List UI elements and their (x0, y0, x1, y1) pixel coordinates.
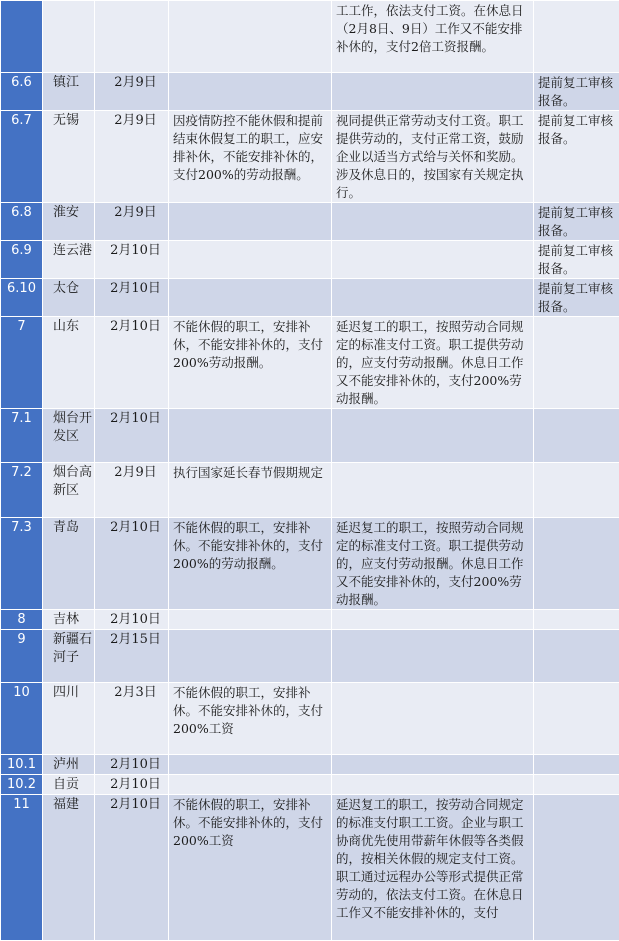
unused-leave-policy-cell (169, 203, 332, 241)
delayed-return-wage-cell (332, 241, 534, 279)
remark-cell (534, 610, 619, 630)
unused-leave-policy-cell (169, 409, 332, 463)
table-row (1, 73, 619, 111)
date-cell: 2月10日 (95, 409, 169, 463)
delayed-return-wage-cell (332, 775, 534, 795)
unused-leave-policy-cell: 不能休假的职工，安排补休。不能安排补休的，支付200%工资 (169, 795, 332, 941)
table-row (1, 279, 619, 317)
table-row (1, 775, 619, 795)
remark-cell (534, 683, 619, 755)
row-number: 7.1 (1, 409, 43, 463)
date-cell: 2月10日 (95, 518, 169, 610)
unused-leave-policy-cell: 因疫情防控不能休假和提前结束休假复工的职工，应安排补休，不能安排补休的，支付200%的劳动报酬。 (169, 111, 332, 203)
table-row (1, 203, 619, 241)
delayed-return-wage-cell (332, 409, 534, 463)
row-number: 10.2 (1, 775, 43, 795)
delayed-return-wage-cell (332, 463, 534, 518)
remark-cell: 提前复工审核报备。 (534, 203, 619, 241)
table-row (1, 518, 619, 610)
date-cell: 2月10日 (95, 610, 169, 630)
row-number (1, 1, 43, 73)
remark-cell (534, 775, 619, 795)
delayed-return-wage-cell: 视同提供正常劳动支付工资。职工提供劳动的，支付正常工资，鼓励企业以适当方式给与关怀和奖励。涉及休息日的，按国家有关规定执行。 (332, 111, 534, 203)
delayed-return-wage-cell (332, 203, 534, 241)
table-row (1, 241, 619, 279)
delayed-return-wage-cell: 延迟复工的职工，按劳动合同规定的标准支付职工工资。企业与职工协商优先使用带薪年休假等各类假的，按相关休假的规定支付工资。职工通过远程办公等形式提供正常劳动的，依法支付工资。在休息日工作又不能安排补休的，支付 (332, 795, 534, 941)
region-cell: 山东 (43, 317, 95, 409)
row-number: 8 (1, 610, 43, 630)
region-cell: 福建 (43, 795, 95, 941)
table-row (1, 795, 619, 941)
unused-leave-policy-cell (169, 241, 332, 279)
row-number: 7.3 (1, 518, 43, 610)
delayed-return-wage-cell: 延迟复工的职工，按照劳动合同规定的标准支付工资。职工提供劳动的，应支付劳动报酬。休息日工作又不能安排补休的，支付200%劳动报酬。 (332, 317, 534, 409)
region-cell: 青岛 (43, 518, 95, 610)
date-cell: 2月10日 (95, 279, 169, 317)
unused-leave-policy-cell (169, 1, 332, 73)
delayed-return-wage-cell (332, 755, 534, 775)
delayed-return-wage-cell (332, 630, 534, 683)
table-row (1, 610, 619, 630)
date-cell: 2月9日 (95, 111, 169, 203)
row-number: 6.7 (1, 111, 43, 203)
row-number: 6.10 (1, 279, 43, 317)
region-cell: 吉林 (43, 610, 95, 630)
date-cell: 2月10日 (95, 241, 169, 279)
row-number: 10 (1, 683, 43, 755)
unused-leave-policy-cell: 不能休假的职工，安排补休。不能安排补休的，支付200%的劳动报酬。 (169, 518, 332, 610)
row-number: 7 (1, 317, 43, 409)
remark-cell: 提前复工审核报备。 (534, 241, 619, 279)
region-cell: 新疆石河子 (43, 630, 95, 683)
table-row (1, 409, 619, 463)
region-cell: 镇江 (43, 73, 95, 111)
delayed-return-wage-cell (332, 279, 534, 317)
row-number: 6.8 (1, 203, 43, 241)
remark-cell (534, 463, 619, 518)
remark-cell: 提前复工审核报备。 (534, 111, 619, 203)
region-cell: 四川 (43, 683, 95, 755)
region-cell (43, 1, 95, 73)
remark-cell (534, 317, 619, 409)
region-cell: 烟台开发区 (43, 409, 95, 463)
delayed-return-wage-cell (332, 73, 534, 111)
region-cell: 太仓 (43, 279, 95, 317)
unused-leave-policy-cell (169, 775, 332, 795)
row-number: 10.1 (1, 755, 43, 775)
region-cell: 淮安 (43, 203, 95, 241)
table-row (1, 630, 619, 683)
remark-cell (534, 518, 619, 610)
remark-cell (534, 630, 619, 683)
date-cell: 2月9日 (95, 463, 169, 518)
unused-leave-policy-cell (169, 610, 332, 630)
date-cell: 2月10日 (95, 795, 169, 941)
unused-leave-policy-cell: 执行国家延长春节假期规定 (169, 463, 332, 518)
remark-cell (534, 755, 619, 775)
region-cell: 自贡 (43, 775, 95, 795)
unused-leave-policy-cell: 不能休假的职工，安排补休，不能安排补休的，支付200%劳动报酬。 (169, 317, 332, 409)
date-cell: 2月10日 (95, 775, 169, 795)
remark-cell (534, 409, 619, 463)
date-cell: 2月3日 (95, 683, 169, 755)
delayed-return-wage-cell: 延迟复工的职工，按照劳动合同规定的标准支付工资。职工提供劳动的，应支付劳动报酬。休息日工作又不能安排补休的，支付200%劳动报酬。 (332, 518, 534, 610)
region-cell: 泸州 (43, 755, 95, 775)
date-cell: 2月9日 (95, 203, 169, 241)
row-number: 7.2 (1, 463, 43, 518)
table-row (1, 463, 619, 518)
remark-cell: 提前复工审核报备。 (534, 279, 619, 317)
row-number: 6.6 (1, 73, 43, 111)
date-cell: 2月9日 (95, 73, 169, 111)
delayed-return-wage-cell (332, 610, 534, 630)
unused-leave-policy-cell (169, 755, 332, 775)
date-cell: 2月10日 (95, 755, 169, 775)
date-cell (95, 1, 169, 73)
unused-leave-policy-cell (169, 630, 332, 683)
delayed-return-wage-cell: 工工作，依法支付工资。在休息日（2月8日、9日）工作又不能安排补休的，支付2倍工资报酬。 (332, 1, 534, 73)
row-number: 11 (1, 795, 43, 941)
table-row (1, 317, 619, 409)
remark-cell (534, 1, 619, 73)
unused-leave-policy-cell (169, 73, 332, 111)
row-number: 9 (1, 630, 43, 683)
region-cell: 连云港 (43, 241, 95, 279)
unused-leave-policy-cell (169, 279, 332, 317)
remark-cell: 提前复工审核报备。 (534, 73, 619, 111)
table-row (1, 755, 619, 775)
row-number: 6.9 (1, 241, 43, 279)
date-cell: 2月15日 (95, 630, 169, 683)
table-row (1, 111, 619, 203)
table-row (1, 683, 619, 755)
region-cell: 无锡 (43, 111, 95, 203)
delayed-return-wage-cell (332, 683, 534, 755)
date-cell: 2月10日 (95, 317, 169, 409)
unused-leave-policy-cell: 不能休假的职工，安排补休。不能安排补休的，支付200%工资 (169, 683, 332, 755)
table-row (1, 1, 619, 73)
remark-cell (534, 795, 619, 941)
table-body (1, 1, 619, 941)
region-cell: 烟台高新区 (43, 463, 95, 518)
